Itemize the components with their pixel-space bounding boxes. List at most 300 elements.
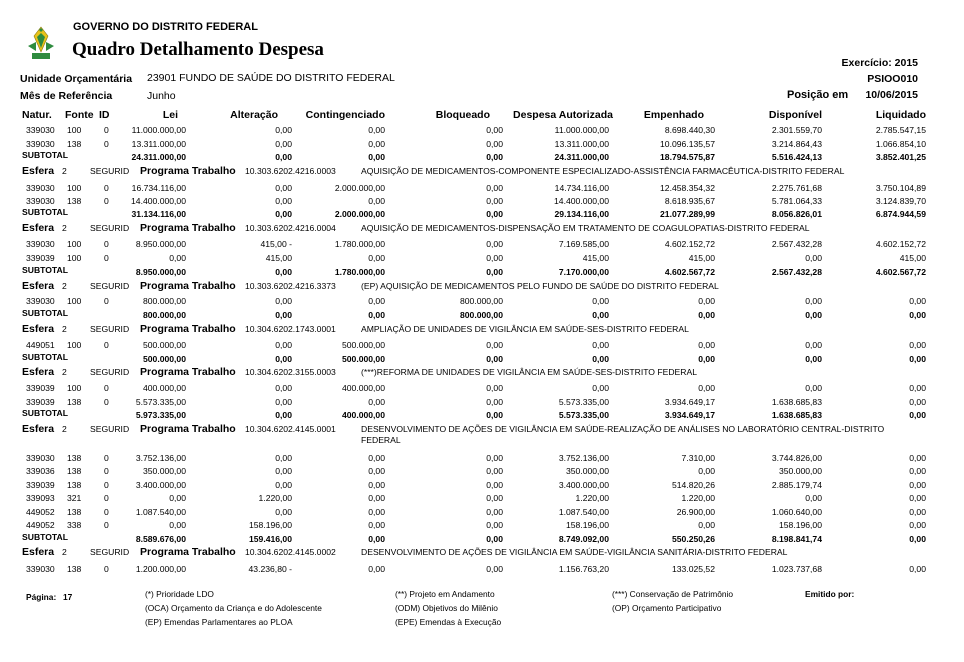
table-cell: 415,00 xyxy=(688,253,715,263)
table-cell: 3.752.136,00 xyxy=(558,453,609,463)
report-title: Quadro Detalhamento Despesa xyxy=(72,39,324,60)
table-cell: 0,00 xyxy=(486,480,503,490)
table-cell: 0,00 xyxy=(698,310,715,320)
table-cell: 138 xyxy=(67,397,82,407)
table-cell: 100 xyxy=(67,253,82,263)
subtotal-label: SUBTOTAL xyxy=(22,150,68,160)
table-cell: 400.000,00 xyxy=(341,383,385,393)
table-cell: 8.950.000,00 xyxy=(135,239,186,249)
legend-op: (OP) Orçamento Participativo xyxy=(612,603,722,613)
table-cell: 0,00 xyxy=(698,466,715,476)
table-cell: 0,00 xyxy=(909,480,926,490)
table-cell: 0,00 xyxy=(909,296,926,306)
table-cell: 0,00 xyxy=(486,239,503,249)
esfera-number: 2 xyxy=(62,324,67,334)
gdf-emblem-icon xyxy=(22,24,62,64)
programa-description: (EP) AQUISIÇÃO DE MEDICAMENTOS PELO FUNDO DE SAÚDE DO DISTRITO FEDERAL xyxy=(361,281,719,291)
esfera-type: SEGURID xyxy=(90,367,130,377)
programa-label: Programa Trabalho xyxy=(140,280,236,292)
esfera-type: SEGURID xyxy=(90,281,130,291)
programa-code: 10.304.6202.1743.0001 xyxy=(245,324,336,334)
table-cell: 0,00 xyxy=(368,253,385,263)
table-cell: 339036 xyxy=(26,466,55,476)
esfera-type: SEGURID xyxy=(90,547,130,557)
table-cell: 0,00 xyxy=(698,296,715,306)
table-cell: 0,00 xyxy=(486,253,503,263)
table-cell: 21.077.289,99 xyxy=(660,209,715,219)
table-cell: 0,00 xyxy=(805,493,822,503)
table-cell: 0,00 xyxy=(909,354,926,364)
column-header: Alteração xyxy=(230,109,278,121)
table-cell: 0,00 xyxy=(909,534,926,544)
table-cell: 0,00 xyxy=(805,253,822,263)
table-cell: 2.567.432,28 xyxy=(771,267,822,277)
table-cell: 0,00 xyxy=(368,453,385,463)
table-cell: 14.400.000,00 xyxy=(131,196,186,206)
table-cell: 14.734.116,00 xyxy=(554,183,609,193)
table-cell: 0,00 xyxy=(275,453,292,463)
table-cell: 1.060.640,00 xyxy=(771,507,822,517)
table-cell: 339039 xyxy=(26,480,55,490)
programa-description: DESENVOLVIMENTO DE AÇÕES DE VIGILÂNCIA EM SAÚDE-REALIZAÇÃO DE ANÁLISES NO LABORATÓRIO CENTRAL-DISTRITO xyxy=(361,424,885,434)
table-cell: 339039 xyxy=(26,383,55,393)
table-cell: 0,00 xyxy=(909,493,926,503)
table-cell: 1.220,00 xyxy=(681,493,715,503)
table-cell: 338 xyxy=(67,520,82,530)
subtotal-label: SUBTOTAL xyxy=(22,408,68,418)
table-cell: 0,00 xyxy=(592,296,609,306)
table-cell: 0,00 xyxy=(698,383,715,393)
column-header: Bloqueado xyxy=(435,109,490,121)
esfera-label: Esfera xyxy=(22,423,55,435)
table-cell: 0,00 xyxy=(698,520,715,530)
table-cell: 0,00 xyxy=(909,383,926,393)
table-cell: 100 xyxy=(67,340,82,350)
table-cell: 0,00 xyxy=(486,196,503,206)
legend-ep: (EP) Emendas Parlamentares ao PLOA xyxy=(145,617,293,627)
legend-projeto: (**) Projeto em Andamento xyxy=(395,589,495,599)
table-cell: 0,00 xyxy=(486,493,503,503)
table-cell: 8.589.676,00 xyxy=(135,534,186,544)
esfera-label: Esfera xyxy=(22,165,55,177)
gdf-logo xyxy=(22,24,62,64)
table-cell: 29.134.116,00 xyxy=(554,209,609,219)
table-cell: 339030 xyxy=(26,125,55,135)
table-cell: 0,00 xyxy=(909,410,926,420)
esfera-label: Esfera xyxy=(22,366,55,378)
esfera-number: 2 xyxy=(62,547,67,557)
programa-description: AMPLIAÇÃO DE UNIDADES DE VIGILÂNCIA EM SAÚDE-SES-DISTRITO FEDERAL xyxy=(361,324,689,334)
table-cell: 0 xyxy=(104,480,109,490)
table-cell: 31.134.116,00 xyxy=(131,209,186,219)
mes-value: Junho xyxy=(147,90,176,102)
esfera-label: Esfera xyxy=(22,222,55,234)
table-cell: 0 xyxy=(104,253,109,263)
table-cell: 138 xyxy=(67,564,82,574)
posicao-label: Posição em xyxy=(787,89,849,101)
table-cell: 0 xyxy=(104,520,109,530)
programa-description: AQUISIÇÃO DE MEDICAMENTOS-COMPONENTE ESPECIALIZADO-ASSISTÊNCIA FARMACÊUTICA-DISTRITO FEDERAL xyxy=(361,166,845,176)
table-cell: 339030 xyxy=(26,453,55,463)
programa-label: Programa Trabalho xyxy=(140,366,236,378)
table-cell: 500.000,00 xyxy=(142,354,186,364)
table-cell: 0,00 xyxy=(368,152,385,162)
table-cell: 0 xyxy=(104,507,109,517)
table-cell: 24.311.000,00 xyxy=(131,152,186,162)
subtotal-label: SUBTOTAL xyxy=(22,207,68,217)
table-cell: 0 xyxy=(104,125,109,135)
table-cell: 0,00 xyxy=(486,466,503,476)
table-cell: 0,00 xyxy=(909,520,926,530)
table-cell: 1.638.685,83 xyxy=(771,410,822,420)
table-cell: 8.056.826,01 xyxy=(771,209,822,219)
legend-prioridade: (*) Prioridade LDO xyxy=(145,589,214,599)
table-cell: 339030 xyxy=(26,564,55,574)
table-cell: 13.311.000,00 xyxy=(131,139,186,149)
table-cell: 0,00 xyxy=(592,383,609,393)
table-cell: 5.573.335,00 xyxy=(558,397,609,407)
table-cell: 0,00 xyxy=(909,340,926,350)
esfera-label: Esfera xyxy=(22,546,55,558)
table-cell: 0,00 xyxy=(275,152,292,162)
table-cell: 0 xyxy=(104,453,109,463)
table-cell: 0,00 xyxy=(275,340,292,350)
table-cell: 0,00 xyxy=(275,354,292,364)
table-cell: 0,00 xyxy=(275,466,292,476)
table-cell: 2.885.179,74 xyxy=(771,480,822,490)
table-cell: 339030 xyxy=(26,196,55,206)
table-cell: 350.000,00 xyxy=(565,466,609,476)
programa-description: DESENVOLVIMENTO DE AÇÕES DE VIGILÂNCIA EM SAÚDE-VIGILÂNCIA SANITÁRIA-DISTRITO FEDERAL xyxy=(361,547,788,557)
table-cell: 0 xyxy=(104,493,109,503)
table-cell: 100 xyxy=(67,183,82,193)
table-cell: 400.000,00 xyxy=(341,410,385,420)
table-cell: 449052 xyxy=(26,520,55,530)
programa-label: Programa Trabalho xyxy=(140,546,236,558)
table-cell: 0,00 xyxy=(368,564,385,574)
table-cell: 0,00 xyxy=(368,480,385,490)
table-cell: 0,00 xyxy=(592,310,609,320)
table-cell: 0,00 xyxy=(275,196,292,206)
legend-odm: (ODM) Objetivos do Milênio xyxy=(395,603,498,613)
column-header: Liquidado xyxy=(875,109,926,121)
table-cell: 18.794.575,87 xyxy=(660,152,715,162)
table-cell: 0,00 xyxy=(592,354,609,364)
column-header: Fonte xyxy=(65,109,94,121)
esfera-number: 2 xyxy=(62,367,67,377)
report-code: PSIOO010 xyxy=(867,73,918,85)
table-cell: 0,00 xyxy=(368,466,385,476)
table-cell: 0,00 xyxy=(486,125,503,135)
table-cell: 0,00 xyxy=(909,564,926,574)
column-header: Natur. xyxy=(22,109,52,121)
table-cell: 550.250,26 xyxy=(671,534,715,544)
table-cell: 1.780.000,00 xyxy=(334,267,385,277)
subtotal-label: SUBTOTAL xyxy=(22,532,68,542)
table-cell: 339093 xyxy=(26,493,55,503)
legend-conservacao: (***) Conservação de Patrimônio xyxy=(612,589,734,599)
table-cell: 800.000,00 xyxy=(142,296,186,306)
table-cell: 0,00 xyxy=(486,267,503,277)
table-cell: 0,00 xyxy=(909,466,926,476)
table-cell: 2.275.761,68 xyxy=(771,183,822,193)
table-cell: 3.852.401,25 xyxy=(875,152,926,162)
table-cell: 3.750.104,89 xyxy=(875,183,926,193)
table-cell: 0,00 xyxy=(909,310,926,320)
table-cell: 0 xyxy=(104,397,109,407)
table-cell: 0,00 xyxy=(698,354,715,364)
table-cell: 0 xyxy=(104,296,109,306)
table-cell: 3.744.826,00 xyxy=(771,453,822,463)
table-cell: 0 xyxy=(104,196,109,206)
table-cell: 0,00 xyxy=(368,139,385,149)
programa-description: AQUISIÇÃO DE MEDICAMENTOS-DISPENSAÇÃO EM TRATAMENTO DE COAGULOPATIAS-DISTRITO FEDERAL xyxy=(361,223,810,233)
table-cell: 0 xyxy=(104,139,109,149)
subtotal-label: SUBTOTAL xyxy=(22,352,68,362)
table-cell: 800.000,00 xyxy=(459,296,503,306)
table-cell: 2.000.000,00 xyxy=(334,183,385,193)
table-cell: 158.196,00 xyxy=(565,520,609,530)
table-cell: 0,00 xyxy=(169,493,186,503)
table-cell: 0,00 xyxy=(486,209,503,219)
table-cell: 5.781.064,33 xyxy=(771,196,822,206)
column-header: Empenhado xyxy=(643,109,704,121)
table-cell: 0,00 xyxy=(486,139,503,149)
table-cell: 3.752.136,00 xyxy=(135,453,186,463)
table-cell: 0,00 xyxy=(486,507,503,517)
table-cell: 0,00 xyxy=(275,183,292,193)
table-cell: 138 xyxy=(67,466,82,476)
table-cell: 1.200.000,00 xyxy=(135,564,186,574)
table-cell: 1.023.737,68 xyxy=(771,564,822,574)
table-cell: 0,00 xyxy=(486,397,503,407)
table-cell: 0 xyxy=(104,183,109,193)
table-cell: 3.124.839,70 xyxy=(875,196,926,206)
table-cell: 1.220,00 xyxy=(258,493,292,503)
table-cell: 5.573.335,00 xyxy=(135,397,186,407)
table-cell: 0,00 xyxy=(909,453,926,463)
table-cell: 339030 xyxy=(26,296,55,306)
esfera-label: Esfera xyxy=(22,323,55,335)
column-header: Lei xyxy=(162,109,178,121)
table-cell: 100 xyxy=(67,296,82,306)
table-cell: 6.874.944,59 xyxy=(875,209,926,219)
table-cell: 8.950.000,00 xyxy=(135,267,186,277)
table-cell: 1.066.854,10 xyxy=(875,139,926,149)
table-cell: 159.416,00 xyxy=(248,534,292,544)
unidade-label: Unidade Orçamentária xyxy=(20,73,133,85)
page-number: 17 xyxy=(63,592,73,602)
table-cell: 0,00 xyxy=(275,383,292,393)
table-cell: 0,00 xyxy=(368,493,385,503)
programa-code: 10.304.6202.4145.0002 xyxy=(245,547,336,557)
subtotal-label: SUBTOTAL xyxy=(22,265,68,275)
programa-description-cont: FEDERAL xyxy=(361,435,401,445)
table-cell: 138 xyxy=(67,507,82,517)
table-cell: 449052 xyxy=(26,507,55,517)
table-cell: 0,00 xyxy=(368,296,385,306)
table-cell: 800.000,00 xyxy=(142,310,186,320)
table-cell: 11.000.000,00 xyxy=(554,125,609,135)
table-cell: 0,00 xyxy=(368,507,385,517)
programa-code: 10.304.6202.4145.0001 xyxy=(245,424,336,434)
table-cell: 0,00 xyxy=(909,507,926,517)
table-cell: 7.310,00 xyxy=(681,453,715,463)
table-cell: 16.734.116,00 xyxy=(131,183,186,193)
table-cell: 339039 xyxy=(26,253,55,263)
table-cell: 8.749.092,00 xyxy=(558,534,609,544)
column-header: Disponível xyxy=(768,109,822,121)
table-cell: 158.196,00 xyxy=(778,520,822,530)
table-cell: 321 xyxy=(67,493,82,503)
table-cell: 0,00 xyxy=(486,152,503,162)
table-cell: 133.025,52 xyxy=(671,564,715,574)
table-cell: 2.000.000,00 xyxy=(334,209,385,219)
table-cell: 339030 xyxy=(26,183,55,193)
table-cell: 26.900,00 xyxy=(676,507,715,517)
column-header: Contingenciado xyxy=(305,109,385,121)
table-cell: 0,00 xyxy=(368,196,385,206)
table-cell: 350.000,00 xyxy=(778,466,822,476)
table-cell: 0,00 xyxy=(486,564,503,574)
table-cell: 138 xyxy=(67,139,82,149)
table-cell: 400.000,00 xyxy=(142,383,186,393)
table-cell: 0,00 xyxy=(275,397,292,407)
subtotal-label: SUBTOTAL xyxy=(22,308,68,318)
table-cell: 100 xyxy=(67,125,82,135)
table-cell: 500.000,00 xyxy=(142,340,186,350)
table-cell: 1.087.540,00 xyxy=(558,507,609,517)
mes-label: Mês de Referência xyxy=(20,90,113,102)
programa-label: Programa Trabalho xyxy=(140,323,236,335)
table-cell: 0,00 xyxy=(275,139,292,149)
table-cell: 1.780.000,00 xyxy=(334,239,385,249)
table-cell: 0,00 xyxy=(368,125,385,135)
table-cell: 43.236,80 - xyxy=(248,564,292,574)
table-cell: 800.000,00 xyxy=(459,310,503,320)
table-cell: 0,00 xyxy=(486,410,503,420)
programa-label: Programa Trabalho xyxy=(140,165,236,177)
table-cell: 13.311.000,00 xyxy=(554,139,609,149)
emitido-por: Emitido por: xyxy=(805,589,855,599)
table-cell: 0 xyxy=(104,466,109,476)
programa-code: 10.303.6202.4216.0004 xyxy=(245,223,336,233)
table-cell: 3.934.649,17 xyxy=(664,410,715,420)
table-cell: 4.602.567,72 xyxy=(664,267,715,277)
table-cell: 0,00 xyxy=(368,520,385,530)
table-cell: 100 xyxy=(67,383,82,393)
table-cell: 500.000,00 xyxy=(341,354,385,364)
table-cell: 7.170.000,00 xyxy=(558,267,609,277)
table-cell: 415,00 xyxy=(265,253,292,263)
programa-code: 10.303.6202.4216.3373 xyxy=(245,281,336,291)
table-cell: 0,00 xyxy=(805,354,822,364)
table-cell: 14.400.000,00 xyxy=(554,196,609,206)
table-cell: 3.214.864,43 xyxy=(771,139,822,149)
table-cell: 5.973.335,00 xyxy=(135,410,186,420)
table-cell: 0,00 xyxy=(486,520,503,530)
legend-oca: (OCA) Orçamento da Criança e do Adolescente xyxy=(145,603,322,613)
table-cell: 0,00 xyxy=(486,453,503,463)
table-cell: 415,00 xyxy=(582,253,609,263)
table-cell: 0,00 xyxy=(698,340,715,350)
table-cell: 0,00 xyxy=(275,296,292,306)
table-cell: 0,00 xyxy=(368,534,385,544)
esfera-number: 2 xyxy=(62,424,67,434)
table-cell: 8.618.935,67 xyxy=(664,196,715,206)
table-cell: 0,00 xyxy=(486,383,503,393)
table-cell: 339030 xyxy=(26,239,55,249)
table-cell: 0,00 xyxy=(805,340,822,350)
table-cell: 0,00 xyxy=(592,340,609,350)
table-cell: 5.573.335,00 xyxy=(558,410,609,420)
table-cell: 0 xyxy=(104,383,109,393)
table-cell: 0,00 xyxy=(275,209,292,219)
esfera-type: SEGURID xyxy=(90,324,130,334)
table-cell: 158.196,00 xyxy=(248,520,292,530)
table-cell: 2.567.432,28 xyxy=(771,239,822,249)
table-cell: 500.000,00 xyxy=(341,340,385,350)
table-cell: 514.820,26 xyxy=(671,480,715,490)
table-cell: 0,00 xyxy=(275,410,292,420)
table-cell: 0,00 xyxy=(805,383,822,393)
government-name: GOVERNO DO DISTRITO FEDERAL xyxy=(73,21,258,33)
table-cell: 24.311.000,00 xyxy=(554,152,609,162)
esfera-number: 2 xyxy=(62,281,67,291)
esfera-type: SEGURID xyxy=(90,166,130,176)
esfera-number: 2 xyxy=(62,166,67,176)
table-cell: 0 xyxy=(104,239,109,249)
table-cell: 7.169.585,00 xyxy=(558,239,609,249)
table-cell: 0,00 xyxy=(805,310,822,320)
programa-code: 10.303.6202.4216.0003 xyxy=(245,166,336,176)
programa-code: 10.304.6202.3155.0003 xyxy=(245,367,336,377)
table-cell: 0 xyxy=(104,340,109,350)
table-cell: 2.301.559,70 xyxy=(771,125,822,135)
table-cell: 1.638.685,83 xyxy=(771,397,822,407)
column-header: ID xyxy=(99,109,110,121)
table-cell: 4.602.152,72 xyxy=(664,239,715,249)
table-cell: 5.516.424,13 xyxy=(771,152,822,162)
table-cell: 4.602.152,72 xyxy=(875,239,926,249)
table-cell: 3.934.649,17 xyxy=(664,397,715,407)
table-cell: 0,00 xyxy=(909,397,926,407)
programa-label: Programa Trabalho xyxy=(140,222,236,234)
table-cell: 0,00 xyxy=(275,507,292,517)
unidade-value: 23901 FUNDO DE SAÚDE DO DISTRITO FEDERAL xyxy=(147,72,395,84)
table-cell: 449051 xyxy=(26,340,55,350)
table-cell: 0,00 xyxy=(275,267,292,277)
table-cell: 339039 xyxy=(26,397,55,407)
programa-description: (***)REFORMA DE UNIDADES DE VIGILÂNCIA EM SAÚDE-SES-DISTRITO FEDERAL xyxy=(361,367,698,377)
esfera-number: 2 xyxy=(62,223,67,233)
table-cell: 0,00 xyxy=(275,480,292,490)
table-cell: 8.198.841,74 xyxy=(771,534,822,544)
table-cell: 0,00 xyxy=(486,340,503,350)
table-cell: 138 xyxy=(67,480,82,490)
esfera-type: SEGURID xyxy=(90,223,130,233)
table-cell: 0,00 xyxy=(486,534,503,544)
table-cell: 1.087.540,00 xyxy=(135,507,186,517)
table-cell: 415,00 - xyxy=(260,239,292,249)
table-cell: 138 xyxy=(67,453,82,463)
esfera-label: Esfera xyxy=(22,280,55,292)
table-cell: 138 xyxy=(67,196,82,206)
table-cell: 2.785.547,15 xyxy=(875,125,926,135)
table-cell: 0,00 xyxy=(169,520,186,530)
table-cell: 10.096.135,57 xyxy=(660,139,715,149)
table-cell: 1.156.763,20 xyxy=(558,564,609,574)
